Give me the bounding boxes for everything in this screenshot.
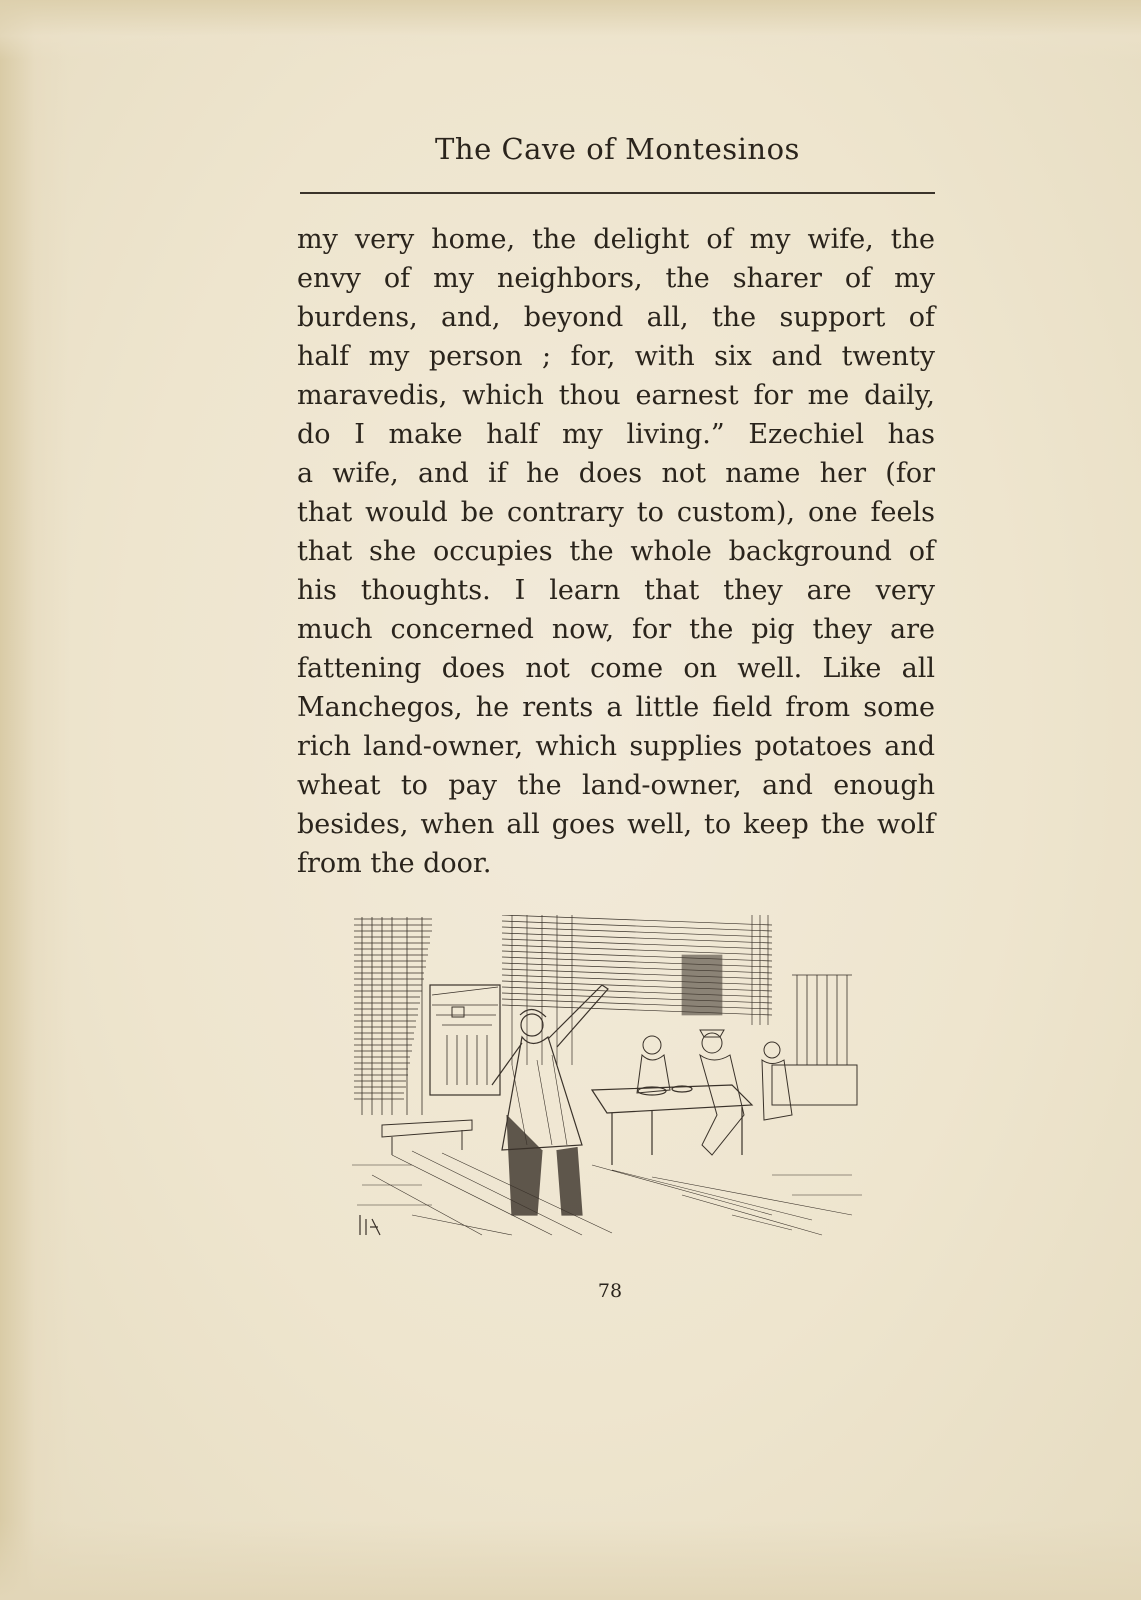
text-line: Manchegos, he rents a little field from some <box>297 692 935 723</box>
text-line: that would be contrary to custom), one feels <box>297 497 935 528</box>
table <box>592 1085 752 1165</box>
seated-figures <box>637 1030 792 1155</box>
page-edge-stain <box>0 0 70 1600</box>
text-line: from the door. <box>297 848 492 879</box>
text-line: rich land-owner, which supplies potatoes and <box>297 731 935 762</box>
text-line: besides, when all goes well, to keep the wolf <box>297 809 935 840</box>
standing-figure <box>492 985 608 1215</box>
text-line: that she occupies the whole background of <box>297 536 935 567</box>
text-line: half my person ; for, with six and twenty <box>297 341 935 372</box>
page-top-stain <box>0 0 1141 60</box>
body-text <box>297 220 935 883</box>
text-line: envy of my neighbors, the sharer of my <box>297 263 935 294</box>
text-line: my very home, the delight of my wife, the <box>297 224 935 255</box>
page-bottom-stain <box>0 1520 1141 1600</box>
engraved-illustration <box>352 915 880 1265</box>
page-number: 78 <box>597 1280 623 1302</box>
text-line: do I make half my living.” Ezechiel has <box>297 419 935 450</box>
text-line: burdens, and, beyond all, the support of <box>297 302 935 333</box>
wall-hatching <box>354 917 432 1115</box>
floor-hatching <box>352 1151 862 1235</box>
header-rule <box>300 192 935 194</box>
artist-monogram <box>360 1215 380 1235</box>
running-head: The Cave of Montesinos <box>435 132 800 166</box>
doorway-frame <box>430 985 500 1095</box>
text-line: his thoughts. I learn that they are very <box>297 575 935 606</box>
text-line: wheat to pay the land-owner, and enough <box>297 770 935 801</box>
text-line: maravedis, which thou earnest for me daily, <box>297 380 935 411</box>
back-wall <box>502 915 772 1065</box>
bench <box>382 1120 472 1155</box>
text-line: much concerned now, for the pig they are <box>297 614 935 645</box>
text-line: a wife, and if he does not name her (for <box>297 458 935 489</box>
text-line: fattening does not come on well. Like all <box>297 653 935 684</box>
right-furniture <box>772 975 857 1105</box>
